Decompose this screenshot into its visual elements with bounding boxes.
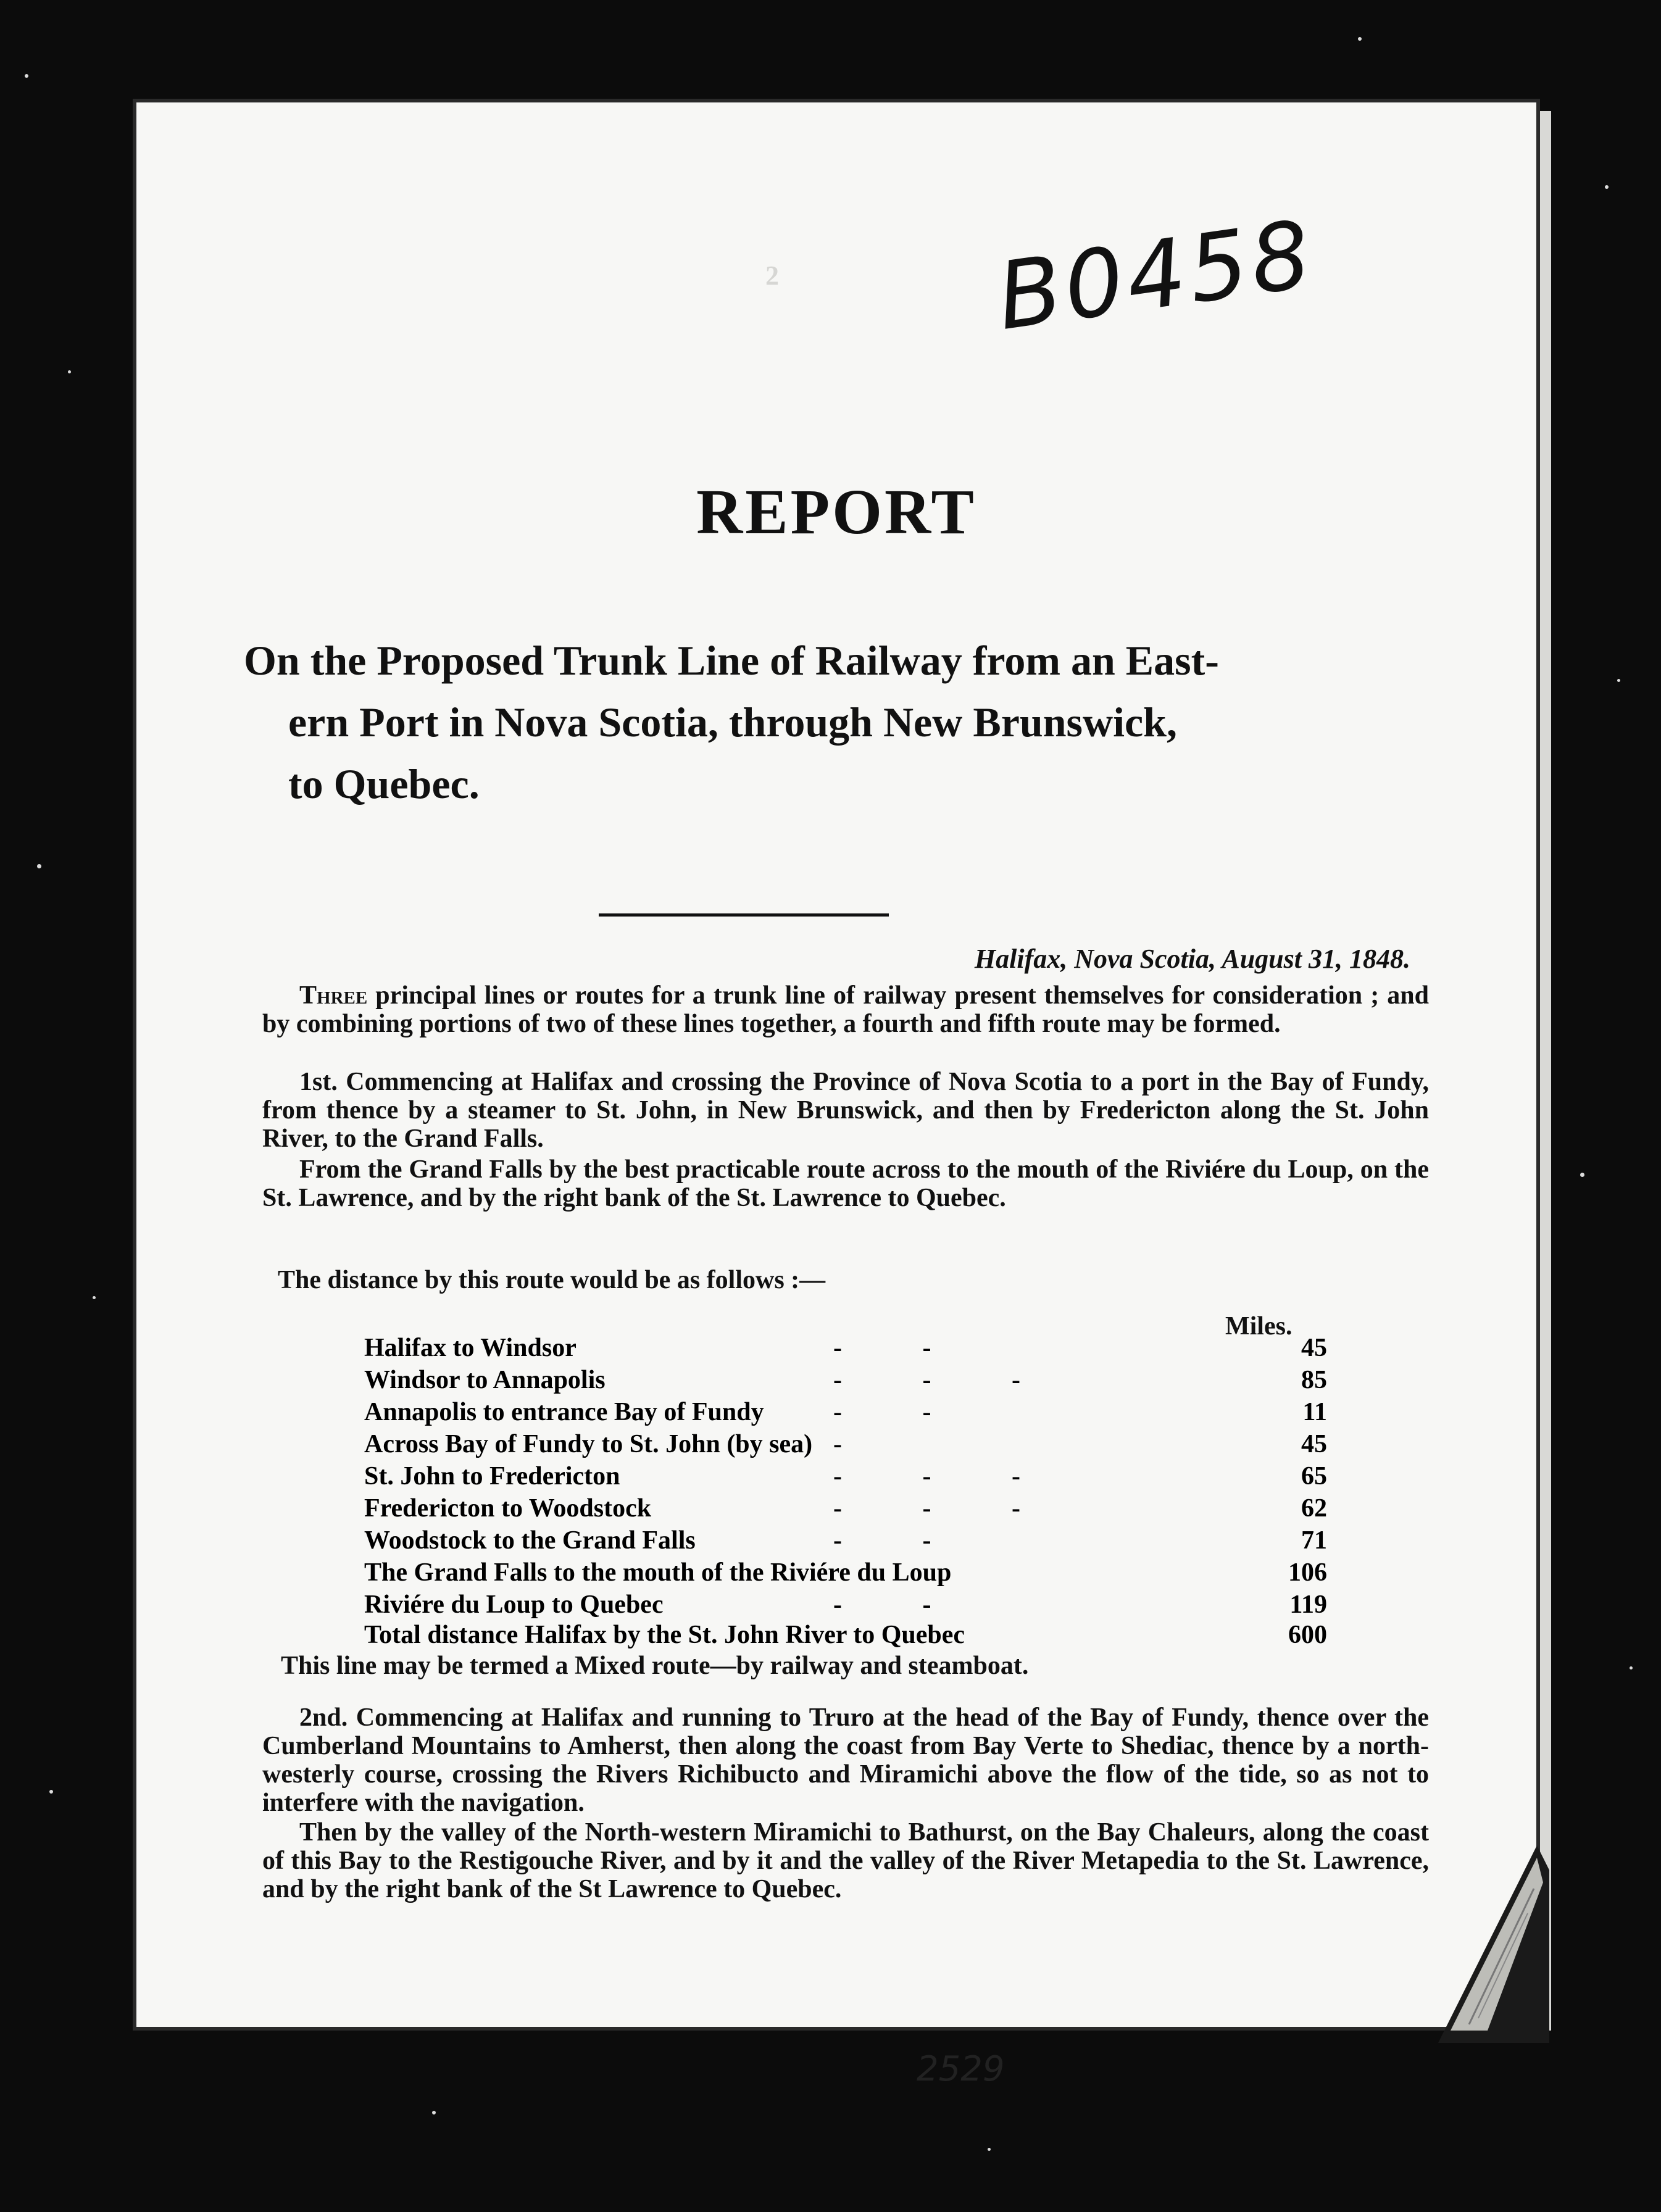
distance-row [364,1462,1327,1491]
distance-label: Windsor to Annapolis [364,1366,606,1394]
distance-dashes: - - [833,1590,968,1619]
distance-miles: 45 [1301,1430,1327,1458]
distance-miles: 119 [1289,1590,1327,1619]
route-2-text-1: 2nd. Commencing at Halifax and running to Truro at the head of the Bay of Fundy, thence over the Cumberland Mountains to Amherst, then along the coast from Bay Verte to Shediac, thence by a north-westerly course, crossing the Rivers Richibucto and Miramichi above the flow of the tide, so as not to interfere with the navigation. [262,1703,1429,1817]
distance-row [364,1590,1327,1620]
distance-row [364,1365,1327,1395]
intro-paragraph [262,981,1429,1038]
dateline: Halifax, Nova Scotia, August 31, 1848. [974,944,1410,974]
distance-miles: 62 [1301,1494,1327,1523]
title-rule [599,913,889,917]
distance-row [364,1526,1327,1555]
route-2-text-2: Then by the valley of the North-western Miramichi to Bathurst, on the Bay Chaleurs, along the coast of this Bay to the Restigouche River, and by it and the valley of the River Metapedia to the St. Lawrence, and by the right bank of the St Lawrence to Quebec. [262,1818,1429,1903]
distance-label: Riviére du Loup to Quebec [364,1590,664,1619]
route-1-text-2: From the Grand Falls by the best practicable route across to the mouth of the Riviére du Loup, on the St. Lawrence, and by the right bank of the St. Lawrence to Quebec. [262,1155,1429,1212]
distance-miles: 45 [1301,1334,1327,1362]
route-1-text-1: 1st. Commencing at Halifax and crossing the Province of Nova Scotia to a port in the Bay of Fundy, from thence by a steamer to St. John, in New Brunswick, and then by Fredericton along the St. John River, to the Grand Falls. [262,1068,1429,1153]
bleed-through [688,420,1491,453]
distance-dashes: - - [833,1334,968,1362]
page-edge [1540,111,1551,2031]
distance-label: Halifax to Windsor [364,1334,577,1362]
total-label: Total distance Halifax by the St. John River to Quebec [364,1621,965,1649]
distance-row [364,1558,1327,1587]
subtitle-line-1: On the Proposed Trunk Line of Railway from an East- [244,637,1219,684]
report-subtitle [244,630,1460,815]
distance-miles: 11 [1302,1398,1327,1426]
distance-dashes: - - - [833,1494,1057,1523]
distance-miles: 65 [1301,1462,1327,1491]
total-miles: 600 [1288,1621,1327,1649]
distance-label: St. John to Fredericton [364,1462,620,1491]
page-curl-corner [1413,1845,1549,2043]
total-row [364,1620,1327,1650]
route-2-paragraph-1 [262,1703,1429,1817]
distance-dashes: - - - [833,1462,1057,1491]
distance-label: Woodstock to the Grand Falls [364,1526,696,1555]
mixed-route-note: This line may be termed a Mixed route—by railway and steamboat. [281,1652,1029,1680]
subtitle-line-2: ern Port in Nova Scotia, through New Brunswick, [288,699,1177,746]
distance-row [364,1494,1327,1523]
report-title: REPORT [696,476,976,547]
route-1-paragraph-2 [262,1155,1429,1212]
document-page [133,99,1540,2089]
distance-dashes: - [833,1430,879,1458]
distance-heading: The distance by this route would be as follows :— [278,1266,826,1294]
distance-label: Across Bay of Fundy to St. John (by sea) [364,1430,813,1458]
miles-heading: Miles. [1225,1312,1293,1341]
distance-row [364,1397,1327,1427]
subtitle-line-3: to Quebec. [288,760,480,807]
distance-label: The Grand Falls to the mouth of the Riviére du Loup [364,1558,952,1587]
faint-page-number: 2 [765,260,779,291]
distance-label: Annapolis to entrance Bay of Fundy [364,1398,764,1426]
intro-lead: Three [299,981,368,1010]
route-1-paragraph-1 [262,1068,1429,1153]
distance-miles: 85 [1301,1366,1327,1394]
distance-dashes: - - - [833,1366,1057,1394]
handwritten-footer-number: 2529 [917,2049,1005,2089]
handwritten-reference: B0458 [991,201,1321,351]
distance-miles: 71 [1301,1526,1327,1555]
distance-row [364,1333,1327,1363]
distance-dashes: - - [833,1398,968,1426]
intro-rest: principal lines or routes for a trunk line of railway present themselves for consideration ; and by combining portions of two of these lines together, a fourth and fifth route may be formed. [262,981,1429,1038]
distance-label: Fredericton to Woodstock [364,1494,652,1523]
distance-miles: 106 [1288,1558,1327,1587]
distance-dashes: - - [833,1526,968,1555]
route-2-paragraph-2 [262,1818,1429,1903]
distance-row [364,1429,1327,1459]
